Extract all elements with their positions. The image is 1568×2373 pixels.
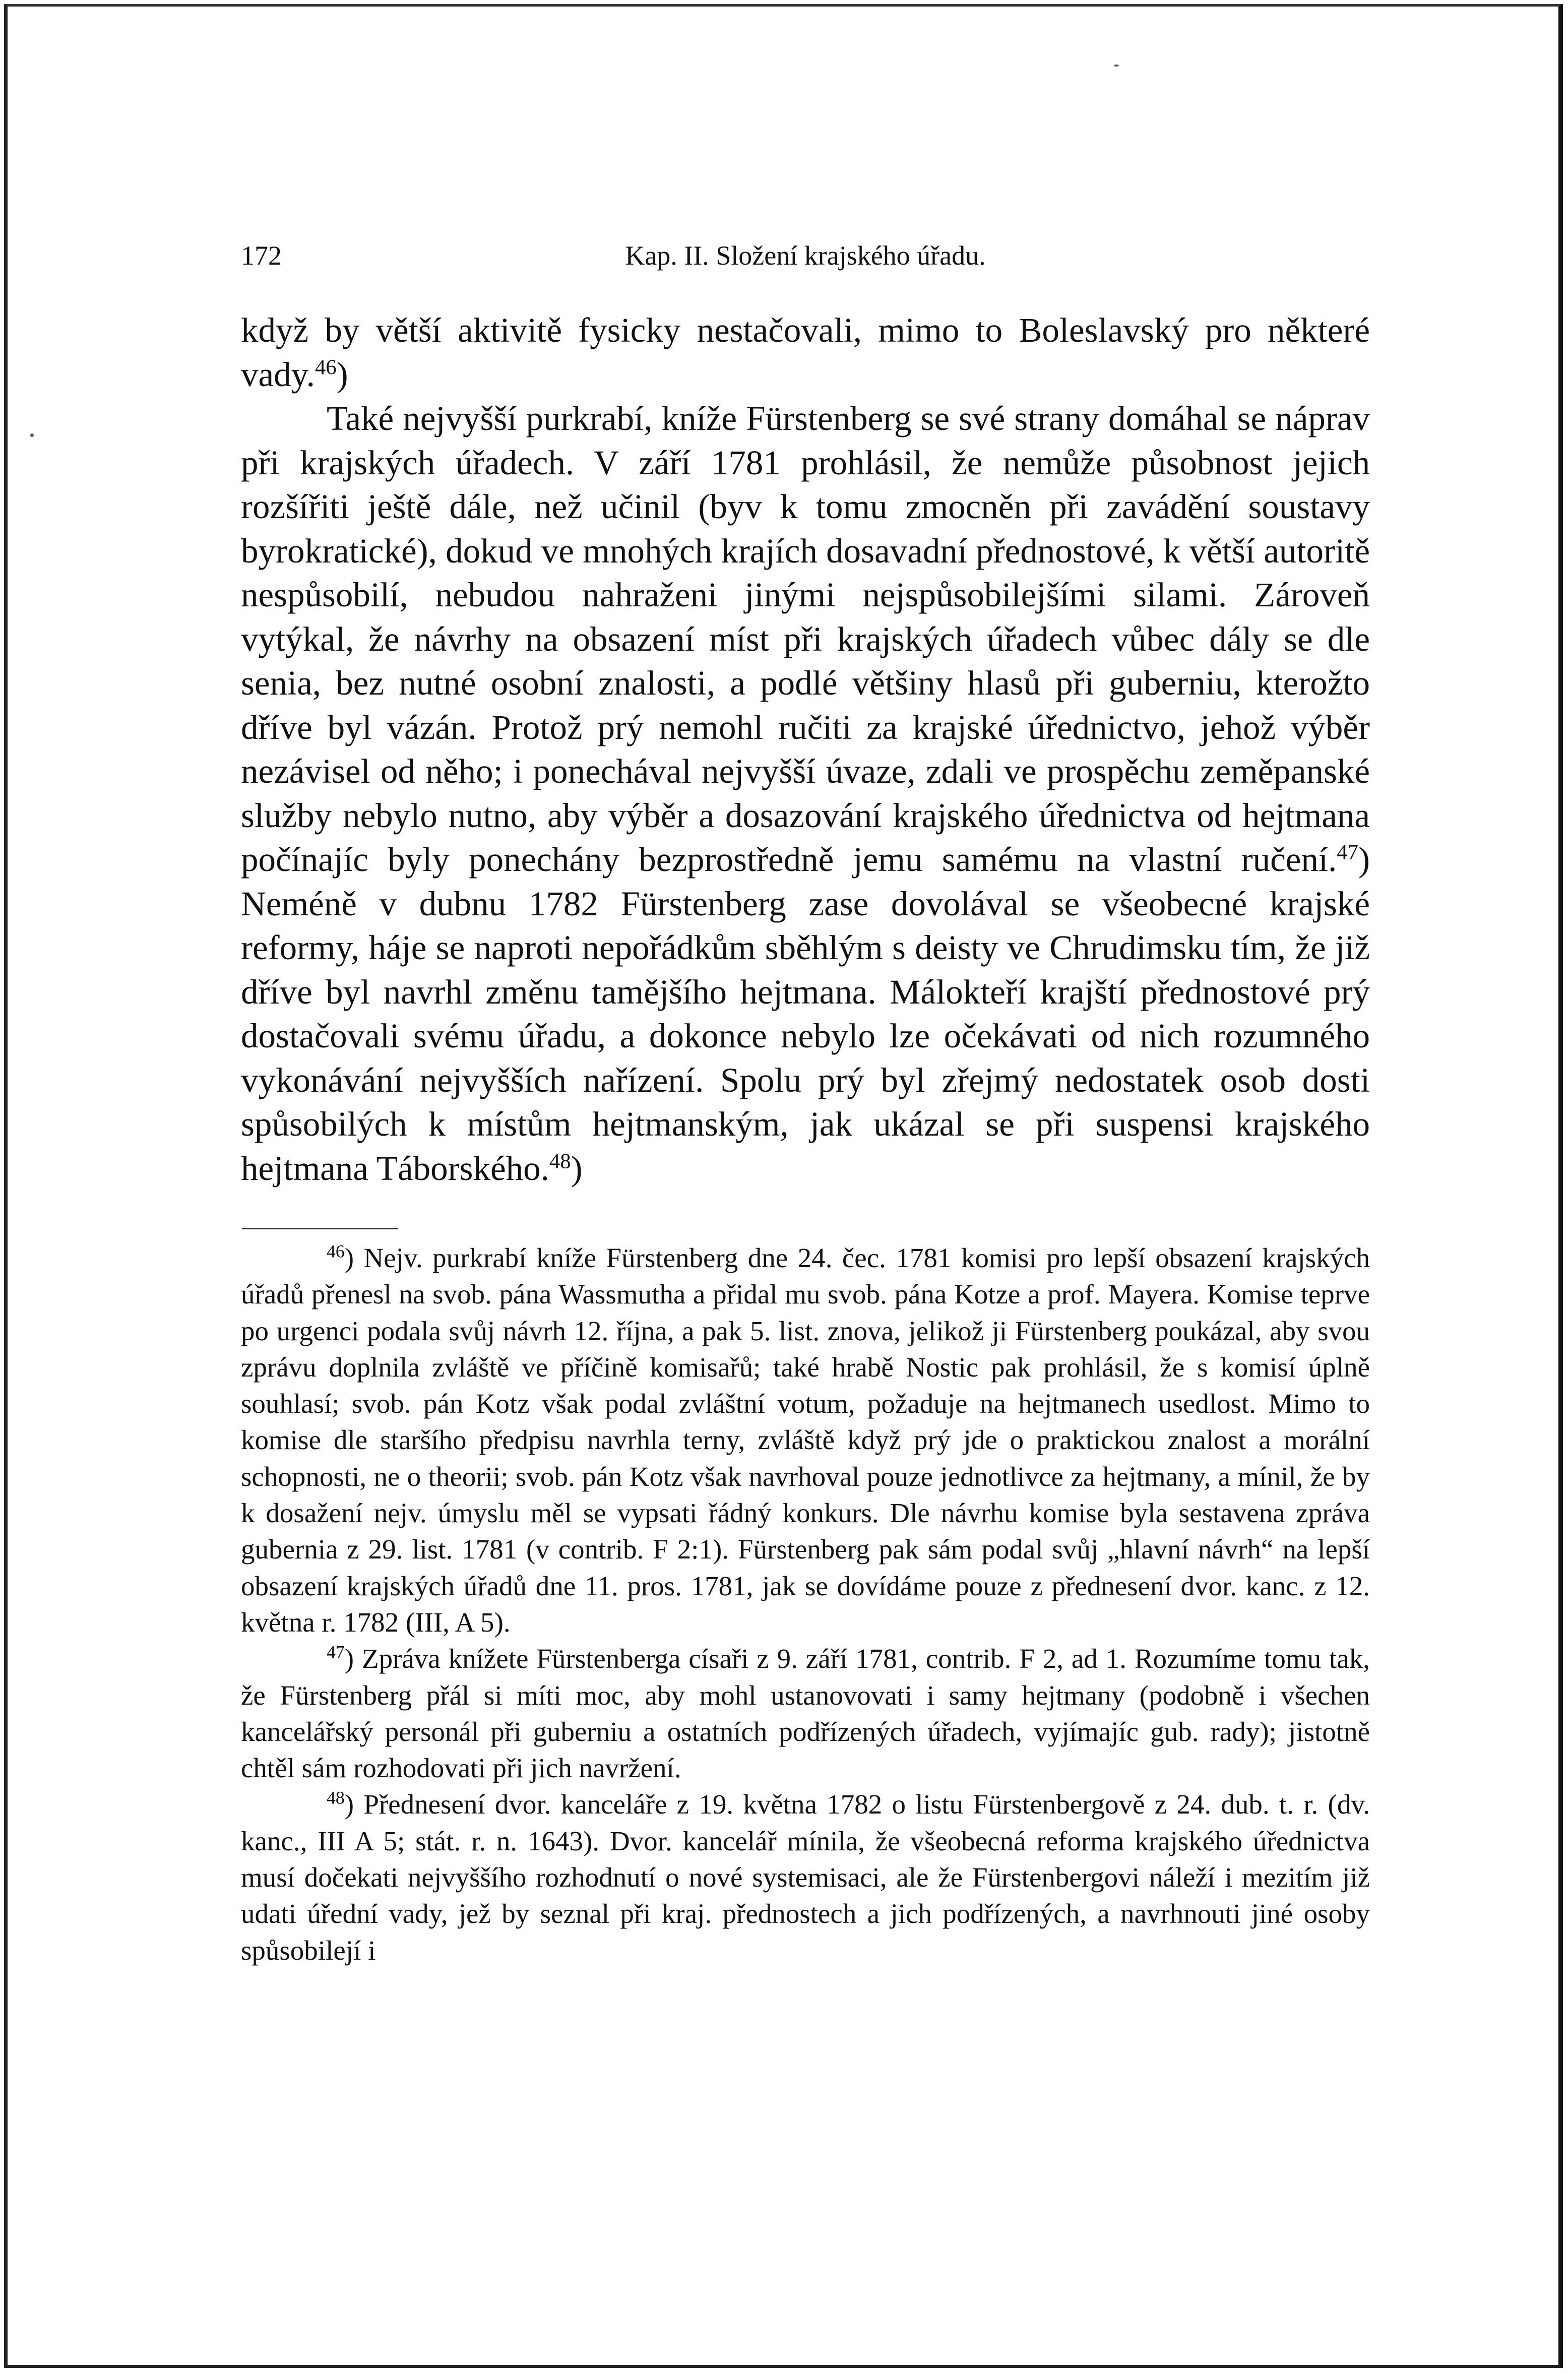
footnote-mark: 47 (327, 1642, 345, 1662)
footnotes (241, 1240, 1370, 1969)
footnote-46 (241, 1240, 1370, 1641)
footnote-ref-46: 46 (315, 355, 337, 379)
footnote-47 (241, 1641, 1370, 1786)
page-number: 172 (241, 240, 282, 271)
footnote-ref-paren: ) (571, 1149, 583, 1188)
footnote-text: ) Přednesení dvor. kanceláře z 19. května 1782 o listu Fürstenbergově z 24. dub. t. r. (dv. kanc., III A 5; stát. r. n. 1643). Dvor. kancelář mínila, že všeobecná reforma krajského úřednictva musí dočekati nejvyššího rozhodnutí o nové systemisaci, ale že Fürstenbergovi náleží i mezitím již udati úřední vady, jež by seznal při kraj. přednostech a jich podřízených, a navrhnouti jiné osoby spůsobilejí i (241, 1789, 1370, 1966)
scan-speck (30, 433, 34, 437)
footnote-text: ) Nejv. purkrabí kníže Fürstenberg dne 24. čec. 1781 komisi pro lepší obsazení krajských úřadů přenesl na svob. pána Wassmutha a přidal mu svob. pána Kotze a prof. Mayera. Komise teprve po urgenci podala svůj návrh 12. října, a pak 5. list. znova, jelikož ji Fürstenberg poukázal, aby svou zprávu doplnila zvláště ve příčině komisařů; také hrabě Nostic pak prohlásil, že s komisí úplně souhlasí; svob. pán Kotz však podal zvláštní votum, požaduje na hejtmanech usedlost. Mimo to komise dle staršího předpisu navrhla terny, zvláště když prý jde o praktickou znalost a morální schopnosti, ne o theorii; svob. pán Kotz však navrhoval pouze jednotlivce za hejtmany, a mínil, že by k dosažení nejv. úmyslu měl se vypsati řádný konkurs. Dle návrhu komise byla sestavena zpráva gubernia z 29. list. 1781 (v contrib. F 2:1). Fürstenberg pak sám podal svůj „hlavní návrh“ na lepší obsazení krajských úřadů dne 11. pros. 1781, jak se dovídáme pouze z přednesení dvor. kanc. z 12. května r. 1782 (III, A 5). (241, 1242, 1370, 1638)
main-text (241, 308, 1370, 1191)
footnote-ref-48: 48 (549, 1149, 571, 1173)
footnote-mark: 48 (327, 1787, 345, 1808)
paragraph-2-text-b: ) Neméně v dubnu 1782 Fürstenberg zase dovolával se všeobecné krajské reformy, háje se naproti nepořádkům sběhlým s deisty ve Chrudimsku tím, že již dříve byl navrhl změnu tamějšího hejtmana. Málokteří krajští přednostové prý dostačovali svému úřadu, a dokonce nebylo lze očekávati od nich rozumného vykonávání nejvyšších nařízení. Spolu prý byl zřejmý nedostatek osob dosti spůsobilých k místům hejtmanským, jak ukázal se při suspensi krajského hejtmana Táborského. (241, 840, 1370, 1188)
page-header (241, 238, 1370, 273)
footnote-ref-47: 47 (1337, 840, 1359, 864)
footnote-divider (242, 1228, 398, 1229)
paragraph-2 (241, 397, 1370, 1191)
footnote-ref-paren: ) (336, 355, 348, 394)
footnote-mark: 46 (327, 1241, 345, 1262)
footnote-48 (241, 1786, 1370, 1968)
footnote-text: ) Zpráva knížete Fürstenberga císaři z 9. září 1781, contrib. F 2, ad 1. Rozumíme tomu tak, že Fürstenberg přál si míti moc, aby mohl ustanovovati i samy hejtmany (podobně i všechen kancelářský personál při guberniu a ostatních podřízených úřadech, vyjímajíc gub. rady); jistotně chtěl sám rozhodovati při jich navržení. (241, 1643, 1370, 1784)
paragraph-1-text: když by větší aktivitě fysicky nestačovali, mimo to Boleslavský pro některé vady. (241, 311, 1370, 394)
scan-speck (1114, 65, 1119, 67)
running-title: Kap. II. Složení krajského úřadu. (625, 240, 986, 271)
paragraph-1 (241, 308, 1370, 397)
paragraph-2-text-a: Také nejvyšší purkrabí, kníže Fürstenberg se své strany domáhal se náprav při krajských úřadech. V září 1781 prohlásil, že nemůže působnost jejich rozšířiti ještě dále, než učinil (byv k tomu zmocněn při zavádění soustavy byrokratické), dokud ve mnohých krajích dosavadní přednostové, k větší autoritě nespůsobilí, nebudou nahraženi jinými nejspůsobilejšími silami. Zároveň vytýkal, že návrhy na obsazení míst při krajských úřadech vůbec dály se dle senia, bez nutné osobní znalosti, a podlé většiny hlasů při guberniu, kterožto dříve byl vázán. Protož prý nemohl ručiti za krajské úřednictvo, jehož výběr nezávisel od něho; i ponechával nejvyšší úvaze, zdali ve prospěchu zeměpanské služby nebylo nutno, aby výběr a dosazování krajského úřednictva od hejtmana počínajíc byly ponechány bezprostředně jemu samému na vlastní ručení. (241, 399, 1370, 879)
